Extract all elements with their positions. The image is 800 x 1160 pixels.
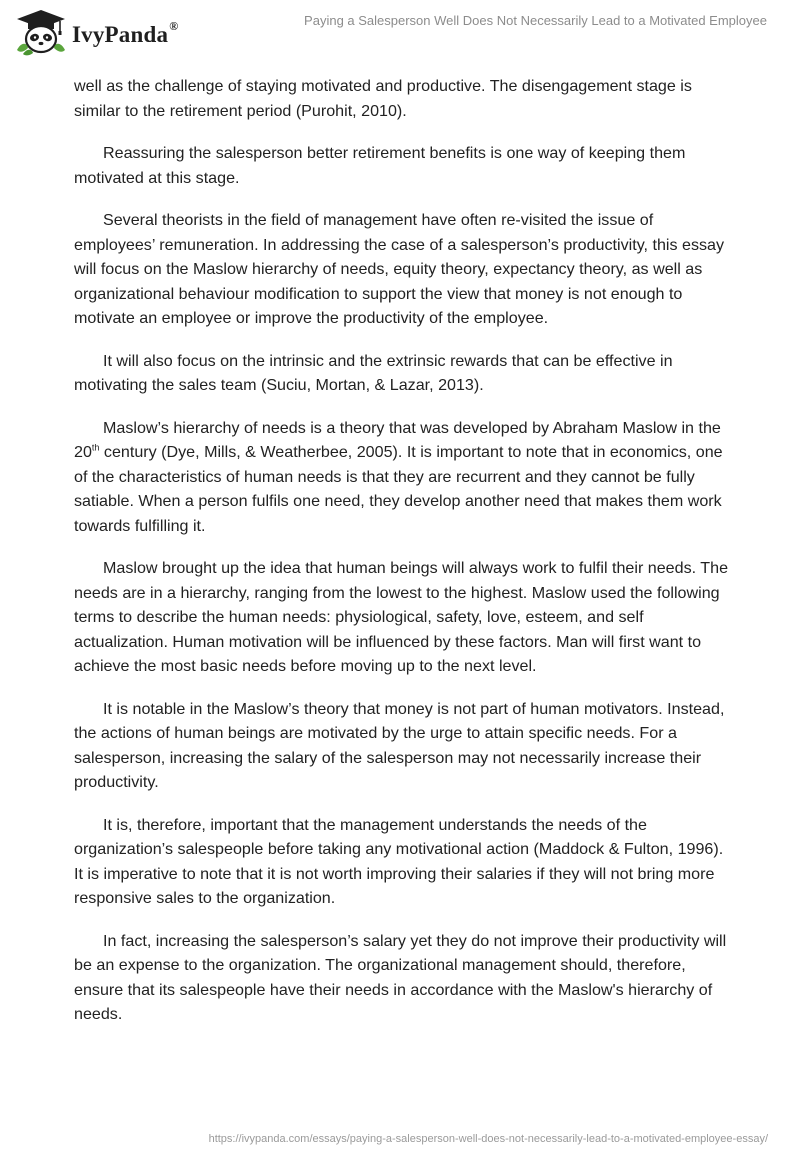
paragraph-7: It is notable in the Maslow’s theory that money is not part of human motivators. Instead, the actions of human beings are motivated by the urge to attain specific needs. For a salesperson, increasing the salary of the salesperson may not necessarily increase their productivity. — [74, 699, 725, 791]
source-url[interactable]: https://ivypanda.com/essays/paying-a-salesperson-well-does-not-necessarily-lead-to-a-motivated-employee-essay/ — [208, 1133, 768, 1145]
paragraph-5-text-after: century (Dye, Mills, & Weatherbee, 2005). It is important to note that in economics, one of the characteristics of human needs is that they are recurrent and they cannot be fully satiable. When a person fulfils one need, they develop another need that makes them work towards fulfilling it. — [74, 443, 723, 535]
brand-name: IvyPanda® — [72, 19, 179, 47]
paragraph-3: Several theorists in the field of management have often re-visited the issue of employees’ remuneration. In addressing the case of a salesperson’s productivity, this essay will focus on the Maslow hierarchy of needs, equity theory, expectancy theory, as well as organizational behaviour modification to support the view that money is not enough to motivate an employee or improve the productivity of the employee. — [74, 211, 725, 327]
paragraph-1: well as the challenge of staying motivated and productive. The disengagement stage is similar to the retirement period (Purohit, 2010). — [74, 77, 692, 120]
page-header — [0, 0, 800, 64]
paragraph-5-text-before: Maslow’s hierarchy of needs is a theory that was developed by Abraham Maslow in the 20 — [74, 418, 721, 461]
ivypanda-logo[interactable] — [13, 8, 178, 56]
ordinal-suffix: th — [91, 442, 100, 453]
paragraph-4: It will also focus on the intrinsic and the extrinsic rewards that can be effective in motivating the sales team (Suciu, Mortan, & Lazar, 2013). — [74, 351, 673, 394]
paragraph-2: Reassuring the salesperson better retirement benefits is one way of keeping them motivated at this stage. — [74, 144, 686, 187]
panda-graduate-icon — [13, 8, 69, 56]
essay-body — [74, 74, 730, 1045]
document-title: Paying a Salesperson Well Does Not Necessarily Lead to a Motivated Employee — [304, 13, 767, 28]
paragraph-6: Maslow brought up the idea that human beings will always work to fulfil their needs. The needs are in a hierarchy, ranging from the lowest to the highest. Maslow used the following terms to describe the human needs: physiological, safety, love, esteem, and self actualization. Human motivation will be influenced by these factors. Man will first want to achieve the most basic needs before moving up to the next level. — [74, 559, 729, 675]
paragraph-5 — [74, 416, 730, 539]
paragraph-9: In fact, increasing the salesperson’s salary yet they do not improve their productivity will be an expense to the organization. The organizational management should, therefore, ensure that its salespeople have their needs in accordance with the Maslow's hierarchy of needs. — [74, 931, 727, 1023]
paragraph-8: It is, therefore, important that the management understands the needs of the organization’s salespeople before taking any motivational action (Maddock & Fulton, 1996). It is imperative to note that it is not worth improving their salaries if they will not bring more responsive sales to the organization. — [74, 815, 724, 907]
